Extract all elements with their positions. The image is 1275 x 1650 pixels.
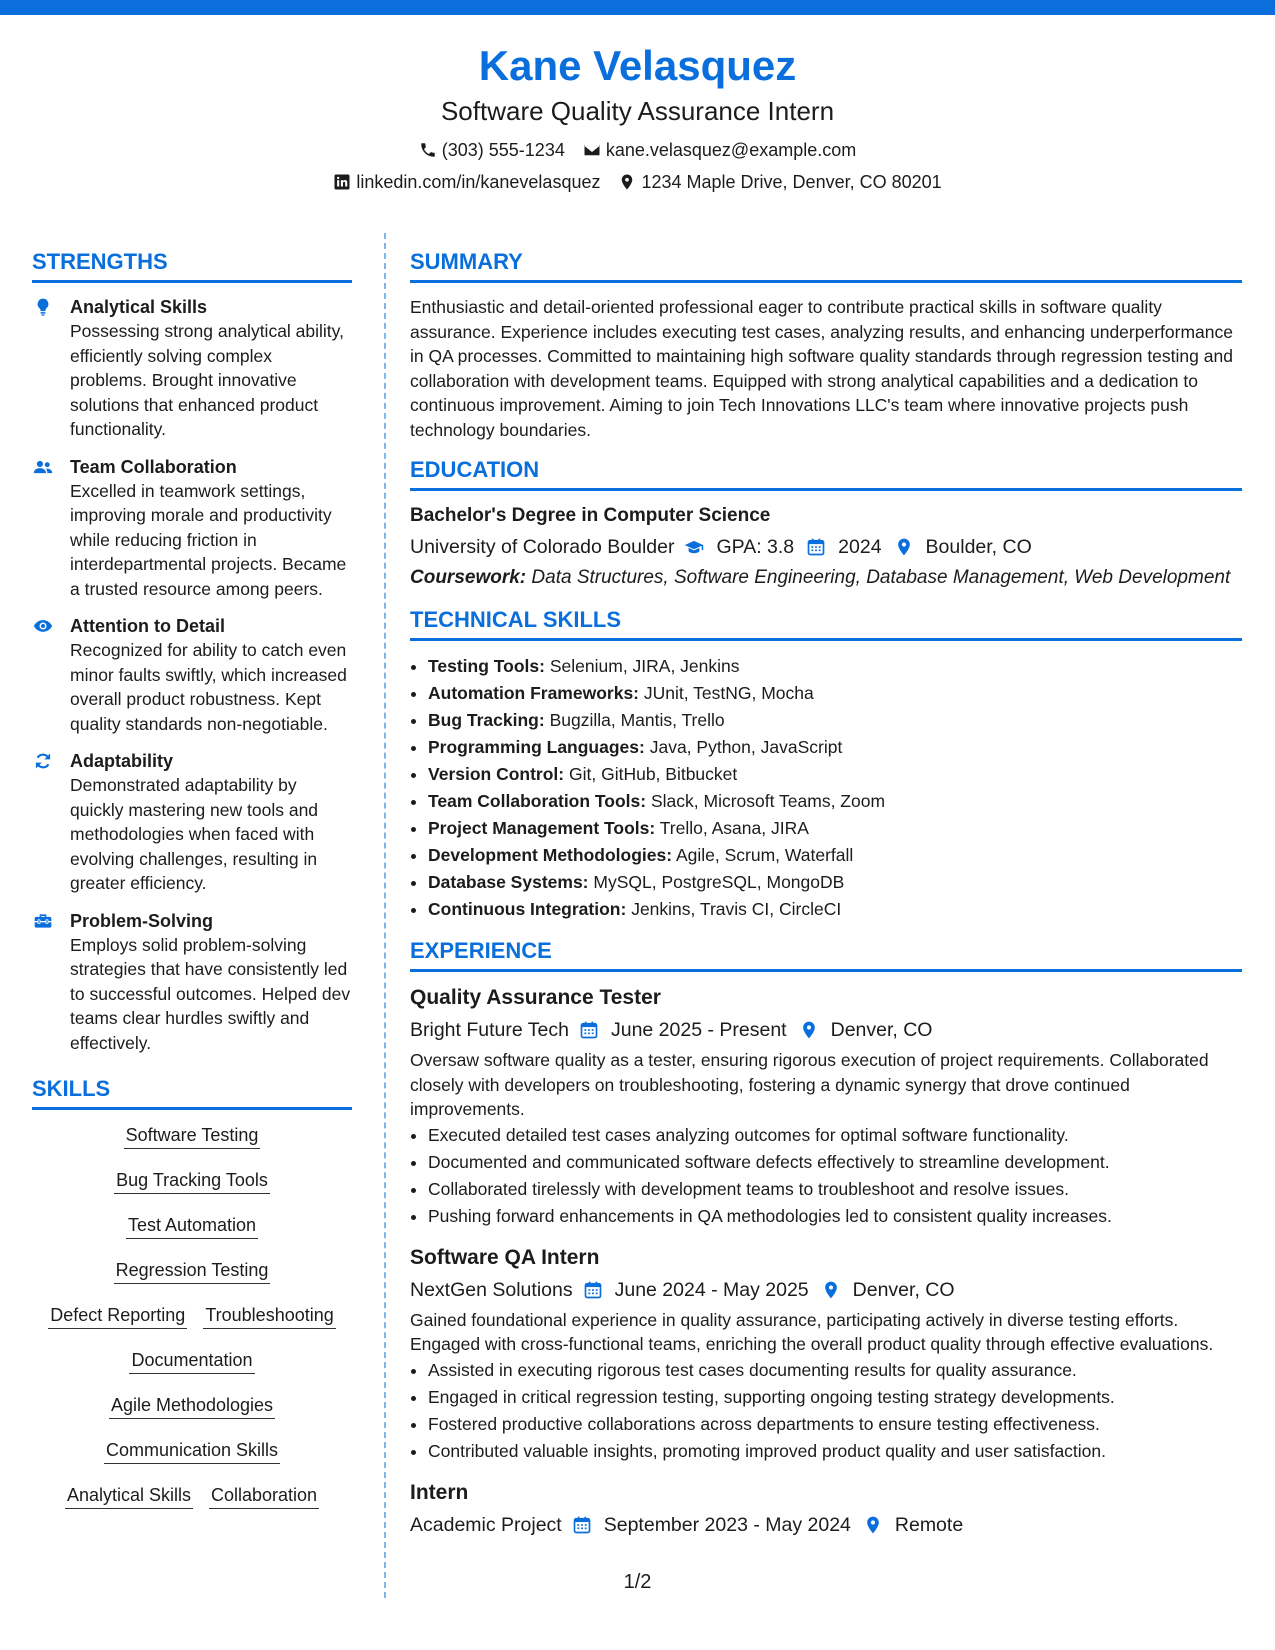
skill-value: MySQL, PostgreSQL, MongoDB bbox=[593, 872, 845, 892]
job-bullets bbox=[410, 1357, 1242, 1465]
summary-heading: SUMMARY bbox=[410, 248, 1242, 283]
list-item: • Documented and communicated software defects effectively to streamline development. bbox=[428, 1149, 1242, 1176]
skill-label: Automation Frameworks: bbox=[428, 683, 639, 703]
job-dates: June 2025 - Present bbox=[610, 1019, 787, 1041]
map-pin-icon bbox=[863, 1515, 883, 1535]
skill-label: Continuous Integration: bbox=[428, 899, 627, 919]
job-entry bbox=[410, 984, 1242, 1230]
skill-tag: Analytical Skills bbox=[65, 1482, 193, 1509]
skill-tag: Defect Reporting bbox=[48, 1302, 187, 1329]
job-description: Gained foundational experience in quality assurance, participating actively in diverse testing efforts. Engaged with cross-functional teams, enriching the overall product quality through effective evaluations. bbox=[410, 1309, 1214, 1354]
job-description: Oversaw software quality as a tester, ensuring rigorous execution of project requirements. Collaborated closely with developers on troubleshooting, fostering a dynamic synergy that drove continued improvements. bbox=[410, 1050, 1209, 1119]
list-item bbox=[428, 788, 1242, 815]
skill-tag: Troubleshooting bbox=[203, 1302, 335, 1329]
list-item bbox=[428, 896, 1242, 923]
education-degree: Bachelor's Degree in Computer Science bbox=[410, 505, 771, 526]
education-location: Boulder, CO bbox=[925, 536, 1032, 558]
contact-line-2 bbox=[0, 170, 1275, 194]
strength-title: Analytical Skills bbox=[70, 297, 208, 317]
phone-text: (303) 555-1234 bbox=[441, 140, 565, 160]
address-contact bbox=[618, 170, 941, 194]
list-item: • Executed detailed test cases analyzing outcomes for optimal software functionality. bbox=[428, 1122, 1242, 1149]
skill-value: Bugzilla, Mantis, Trello bbox=[549, 710, 725, 730]
strength-desc: Possessing strong analytical ability, efficiently solving complex problems. Brought innovative solutions that enhanced product functionality. bbox=[70, 321, 344, 439]
map-pin-icon bbox=[821, 1280, 841, 1300]
lightbulb-icon bbox=[33, 297, 53, 317]
email-text: kane.velasquez@example.com bbox=[605, 140, 857, 160]
list-item bbox=[428, 707, 1242, 734]
list-item bbox=[428, 734, 1242, 761]
skill-value: Jenkins, Travis CI, CircleCI bbox=[631, 899, 842, 919]
education-meta bbox=[410, 533, 1242, 561]
skill-row bbox=[32, 1392, 352, 1437]
technical-skills-heading: TECHNICAL SKILLS bbox=[410, 606, 1242, 641]
list-item: • Pushing forward enhancements in QA methodologies led to consistent quality increases. bbox=[428, 1203, 1242, 1230]
strength-desc: Employs solid problem-solving strategies that have consistently led to successful outcomes. Helped dev teams clear hurdles swiftly and effectively. bbox=[70, 934, 351, 1053]
skill-tag: Test Automation bbox=[126, 1212, 258, 1239]
skill-row bbox=[32, 1302, 352, 1347]
education-school: University of Colorado Boulder bbox=[410, 536, 675, 558]
linkedin-icon bbox=[333, 173, 351, 191]
skill-row bbox=[32, 1347, 352, 1392]
strength-item bbox=[32, 749, 352, 896]
list-item: • Engaged in critical regression testing, supporting ongoing testing strategy developments. bbox=[428, 1384, 1242, 1411]
phone-icon bbox=[419, 141, 437, 159]
skill-tag: Documentation bbox=[129, 1347, 254, 1374]
job-location: Denver, CO bbox=[852, 1278, 955, 1301]
job-company: NextGen Solutions bbox=[410, 1278, 573, 1301]
map-pin-icon bbox=[618, 173, 636, 191]
strengths-heading: STRENGTHS bbox=[32, 248, 352, 283]
users-icon bbox=[33, 457, 53, 477]
education-heading: EDUCATION bbox=[410, 456, 1242, 491]
skills-heading: SKILLS bbox=[32, 1075, 352, 1110]
list-item bbox=[428, 842, 1242, 869]
skill-label: Version Control: bbox=[428, 764, 565, 784]
skill-value: JUnit, TestNG, Mocha bbox=[643, 683, 814, 703]
email-contact[interactable] bbox=[583, 138, 856, 162]
summary-text: Enthusiastic and detail-oriented professional eager to contribute practical skills in software quality assurance. Experience includes executing test cases, analyzing results, and enhancing underperformance in QA processes. Committed to maintaining high software quality standards through regression testing and collaboration with development teams. Equipped with strong analytical capabilities and a dedication to continuous improvement. Aiming to join Tech Innovations LLC's team where innovative projects push technology boundaries. bbox=[410, 297, 1233, 440]
skill-label: Development Methodologies: bbox=[428, 845, 673, 865]
page-indicator: 1/2 bbox=[623, 1571, 652, 1593]
job-meta bbox=[410, 1276, 1242, 1304]
skill-row bbox=[32, 1482, 352, 1527]
strength-desc: Demonstrated adaptability by quickly mastering new tools and methodologies when faced with evolving challenges, resulting in greater efficiency. bbox=[70, 775, 319, 893]
linkedin-contact[interactable] bbox=[333, 170, 600, 194]
skill-tag: Regression Testing bbox=[114, 1257, 271, 1284]
skill-label: Team Collaboration Tools: bbox=[428, 791, 647, 811]
skill-row bbox=[32, 1167, 352, 1212]
calendar-icon bbox=[806, 537, 826, 557]
list-item: • Contributed valuable insights, promoting improved product quality and user satisfaction. bbox=[428, 1438, 1242, 1465]
job-entry bbox=[410, 1244, 1242, 1465]
list-item bbox=[428, 761, 1242, 788]
skill-label: Bug Tracking: bbox=[428, 710, 545, 730]
strength-desc: Excelled in teamwork settings, improving morale and productivity while reducing friction in interdepartmental projects. Became a trusted resource among peers. bbox=[70, 480, 347, 599]
experience-heading: EXPERIENCE bbox=[410, 937, 1242, 972]
strength-desc: Recognized for ability to catch even minor faults swiftly, which increased overall product robustness. Kept quality standards non-negotiable. bbox=[70, 640, 347, 734]
skill-label: Testing Tools: bbox=[428, 656, 545, 676]
education-year: 2024 bbox=[838, 536, 882, 558]
candidate-name: Kane Velasquez bbox=[478, 42, 797, 89]
job-location: Denver, CO bbox=[830, 1019, 933, 1041]
map-pin-icon bbox=[894, 537, 914, 557]
job-meta bbox=[410, 1511, 1242, 1539]
list-item: • Assisted in executing rigorous test cases documenting results for quality assurance. bbox=[428, 1357, 1242, 1384]
education-gpa: GPA: 3.8 bbox=[716, 536, 795, 558]
strength-title: Team Collaboration bbox=[70, 456, 237, 477]
coursework-label: Coursework: bbox=[410, 567, 527, 588]
top-accent-bar bbox=[0, 0, 1275, 15]
graduation-cap-icon bbox=[684, 537, 704, 557]
strength-item bbox=[32, 909, 352, 1056]
skill-row bbox=[32, 1437, 352, 1482]
job-title: Quality Assurance Tester bbox=[410, 986, 661, 1009]
candidate-role: Software Quality Assurance Intern bbox=[440, 96, 835, 126]
skill-row bbox=[32, 1212, 352, 1257]
strength-item bbox=[32, 614, 352, 736]
skill-value: Git, GitHub, Bitbucket bbox=[569, 764, 738, 784]
job-entry bbox=[410, 1479, 1242, 1539]
skill-label: Project Management Tools: bbox=[428, 818, 656, 838]
job-dates: June 2024 - May 2025 bbox=[614, 1278, 809, 1301]
skill-value: Selenium, JIRA, Jenkins bbox=[549, 656, 740, 676]
skills-section bbox=[32, 1075, 352, 1527]
skill-tag: Agile Methodologies bbox=[109, 1392, 275, 1419]
envelope-icon bbox=[583, 141, 601, 159]
strength-title: Adaptability bbox=[70, 751, 174, 771]
job-company: Academic Project bbox=[410, 1513, 562, 1536]
right-column bbox=[410, 248, 1242, 1553]
skill-value: Java, Python, JavaScript bbox=[649, 737, 843, 757]
job-title: Intern bbox=[410, 1480, 469, 1504]
technical-skills-list bbox=[410, 653, 1242, 923]
job-bullets bbox=[410, 1122, 1242, 1230]
resume-header bbox=[0, 40, 1275, 194]
phone-contact[interactable] bbox=[419, 138, 565, 162]
eye-icon bbox=[33, 616, 53, 636]
skill-tag: Communication Skills bbox=[104, 1437, 280, 1464]
job-company: Bright Future Tech bbox=[410, 1019, 569, 1041]
column-divider bbox=[384, 233, 386, 1598]
skill-label: Database Systems: bbox=[428, 872, 589, 892]
skill-value: Slack, Microsoft Teams, Zoom bbox=[650, 791, 886, 811]
calendar-icon bbox=[583, 1280, 603, 1300]
skill-value: Trello, Asana, JIRA bbox=[659, 818, 809, 838]
job-dates: September 2023 - May 2024 bbox=[603, 1513, 851, 1536]
job-location: Remote bbox=[894, 1513, 964, 1536]
calendar-icon bbox=[579, 1020, 599, 1040]
calendar-icon bbox=[572, 1515, 592, 1535]
sync-icon bbox=[33, 751, 53, 771]
skill-value: Agile, Scrum, Waterfall bbox=[675, 845, 854, 865]
skill-label: Programming Languages: bbox=[428, 737, 645, 757]
skill-tag: Collaboration bbox=[209, 1482, 319, 1509]
list-item bbox=[428, 869, 1242, 896]
list-item: • Collaborated tirelessly with development teams to troubleshoot and resolve issues. bbox=[428, 1176, 1242, 1203]
strength-title: Problem-Solving bbox=[70, 910, 214, 931]
contact-line-1 bbox=[0, 138, 1275, 162]
skill-tag: Software Testing bbox=[124, 1122, 261, 1149]
linkedin-text: linkedin.com/in/kanevelasquez bbox=[356, 172, 601, 192]
left-column bbox=[32, 248, 352, 1527]
list-item bbox=[428, 815, 1242, 842]
job-title: Software QA Intern bbox=[410, 1245, 600, 1269]
strength-item bbox=[32, 455, 352, 602]
list-item bbox=[428, 680, 1242, 707]
skill-row bbox=[32, 1122, 352, 1167]
education-coursework bbox=[410, 565, 1242, 590]
job-meta bbox=[410, 1016, 1242, 1044]
coursework-text: Data Structures, Software Engineering, Database Management, Web Development bbox=[531, 567, 1231, 588]
toolbox-icon bbox=[33, 911, 53, 931]
list-item: • Fostered productive collaborations across departments to ensure testing effectiveness. bbox=[428, 1411, 1242, 1438]
skill-row bbox=[32, 1257, 352, 1302]
strength-item bbox=[32, 295, 352, 442]
skill-tag: Bug Tracking Tools bbox=[114, 1167, 270, 1194]
address-text: 1234 Maple Drive, Denver, CO 80201 bbox=[641, 172, 942, 192]
map-pin-icon bbox=[799, 1020, 819, 1040]
strength-title: Attention to Detail bbox=[70, 616, 225, 636]
list-item bbox=[428, 653, 1242, 680]
